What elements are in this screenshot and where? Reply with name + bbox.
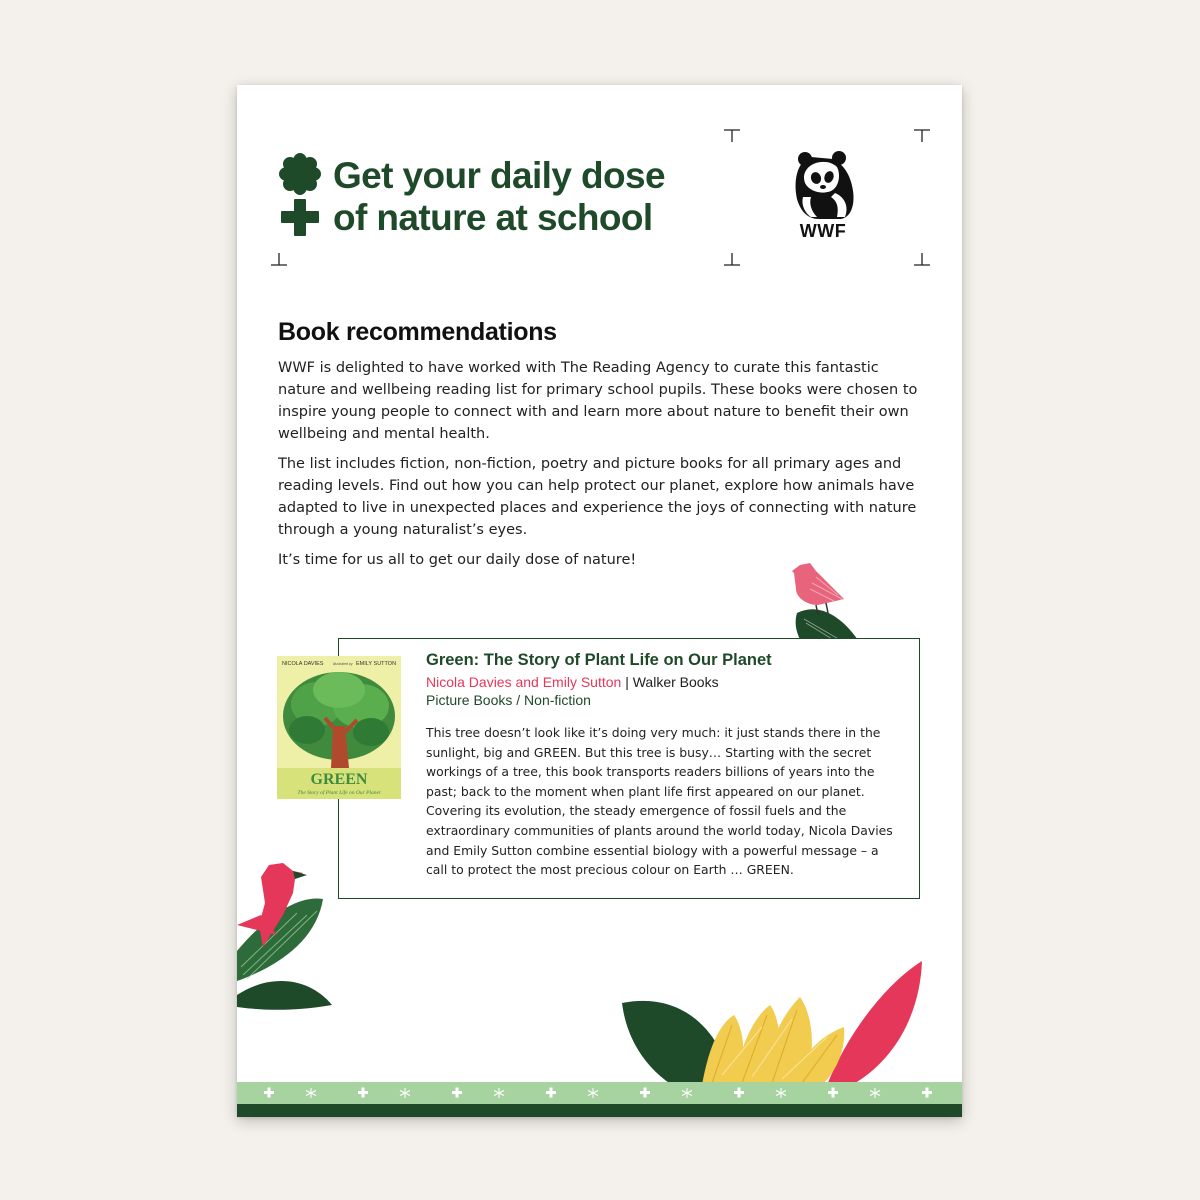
logo-text: WWF: [799, 221, 847, 241]
cover-title: GREEN: [310, 771, 368, 788]
book-title: Green: The Story of Plant Life on Our Planet: [426, 651, 772, 669]
footer-strip: [237, 1104, 962, 1117]
book-cover: [277, 656, 401, 799]
crop-mark: [721, 252, 743, 266]
crop-mark: [911, 252, 933, 266]
crop-mark: [911, 129, 933, 143]
flower-illustration: [622, 955, 922, 1085]
footer-pattern: [237, 1082, 962, 1104]
intro-paragraph: The list includes fiction, non-fiction, poetry and picture books for all primary ages and reading levels. Find out how you can help protect our planet, explore how animals have adapted to live in unexpected places and experience the joys of connecting with nature through a young naturalist’s eyes.: [278, 456, 917, 538]
plus-icon: [281, 199, 319, 236]
intro-text: [278, 357, 918, 579]
title-icons: [278, 153, 322, 237]
crop-mark: [721, 129, 743, 143]
cover-illustrator: EMILY SUTTON: [356, 661, 397, 667]
book-authors: Nicola Davies and Emily Sutton: [426, 674, 622, 690]
title-line-1: Get your daily dose: [333, 155, 665, 196]
footer-band: [237, 1082, 962, 1104]
section-title: Book recommendations: [278, 318, 557, 346]
page-title: [333, 155, 665, 239]
intro-paragraph: It’s time for us all to get our daily dose of nature!: [278, 552, 637, 568]
intro-paragraph: WWF is delighted to have worked with The Reading Agency to curate this fantastic nature and wellbeing reading list for primary school pupils. These books were chosen to inspire young people to connect with and learn more about nature to benefit their own wellbeing and mental health.: [278, 360, 918, 442]
pink-bird-illustration: [782, 553, 867, 643]
book-genre: Picture Books / Non-fiction: [426, 692, 591, 708]
cover-author: NICOLA DAVIES: [282, 661, 324, 667]
book-publisher: Walker Books: [632, 674, 719, 690]
title-line-2: of nature at school: [333, 197, 653, 238]
byline-separator: |: [621, 674, 633, 690]
cover-subtitle: The Story of Plant Life on Our Planet: [297, 790, 381, 796]
red-bird-illustration: [237, 855, 337, 1015]
book-description: This tree doesn’t look like it’s doing very much: it just stands there in the sunlight, big and GREEN. But this tree is busy… Starting with the secret workings of a tree, this book transports readers billions of years into the past; back to the moment when plant life first appeared on our planet. Covering its evolution, the steady emergence of fossil fuels and the extraordinary communities of plants around the world today, Nicola Davies and Emily Sutton combine essential biology with a powerful message – a call to protect the most precious colour on Earth … GREEN.: [426, 725, 893, 878]
flower-icon: [279, 153, 321, 195]
cover-illustrator-credit: illustrated by: [333, 662, 353, 666]
crop-mark: [268, 252, 290, 266]
book-byline: [426, 674, 719, 690]
document-page: [237, 85, 962, 1117]
